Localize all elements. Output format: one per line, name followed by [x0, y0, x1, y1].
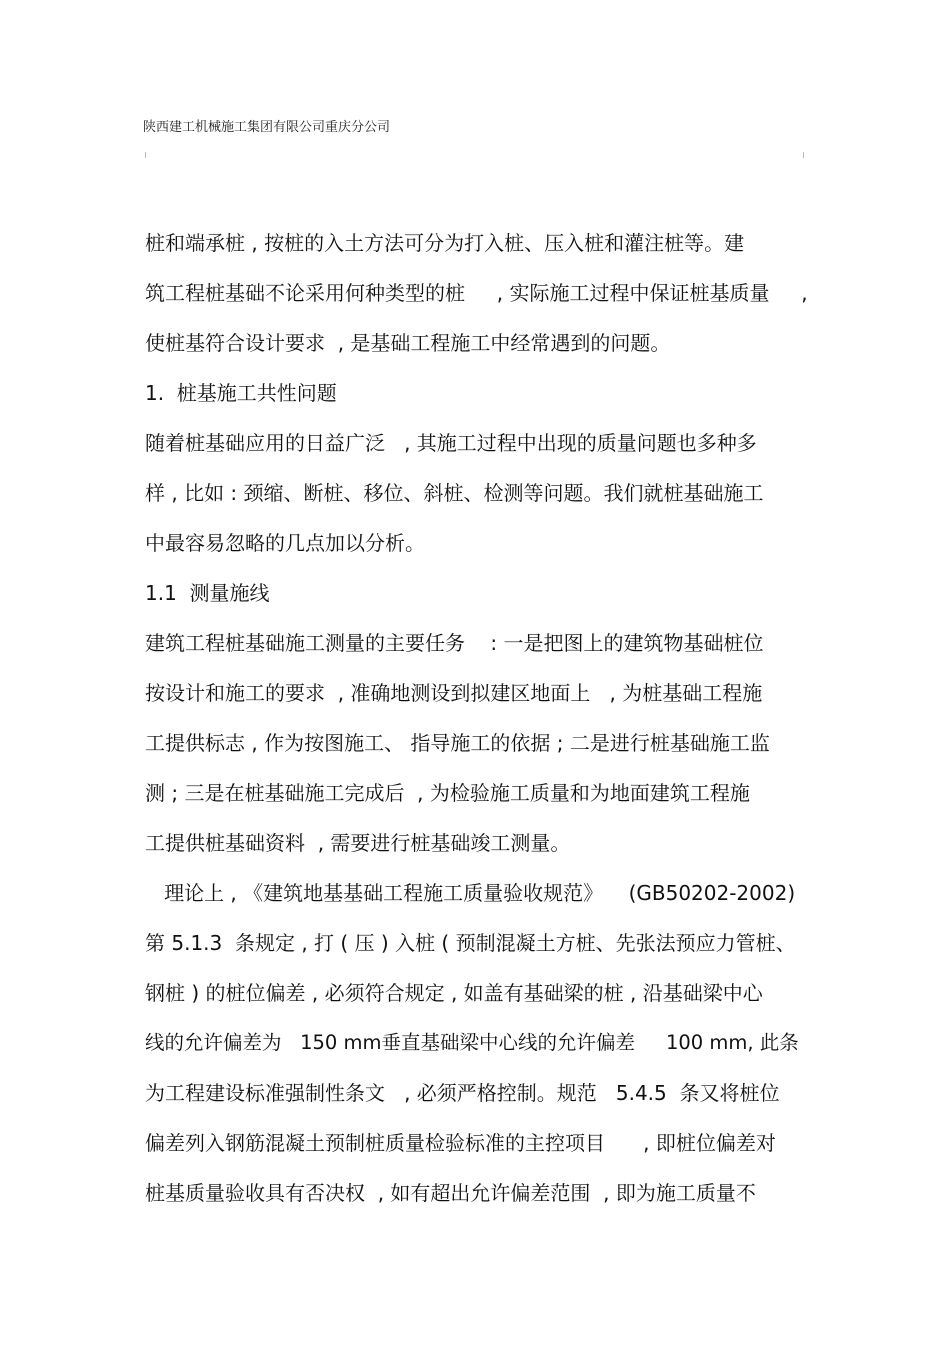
header-right-tick [803, 152, 804, 158]
body-line: 桩基质量验收具有否决权 , 如有超出允许偏差范围 , 即为施工质量不 [145, 1181, 756, 1205]
body-line: 随着桩基础应用的日益广泛 , 其施工过程中出现的质量问题也多种多 [145, 431, 757, 455]
body-line: 第 5.1.3 条规定 , 打 ( 压 ) 入桩 ( 预制混凝土方桩、先张法预应力管桩、 [145, 931, 796, 955]
body-line: 钢桩 ) 的桩位偏差 , 必须符合规定 , 如盖有基础梁的桩 , 沿基础梁中心 [145, 981, 763, 1005]
body-line: 偏差列入钢筋混凝土预制桩质量检验标准的主控项目 , 即桩位偏差对 [145, 1131, 776, 1155]
body-line: 为工程建设标准强制性条文 , 必须严格控制。规范 5.4.5 条又将桩位 [145, 1081, 780, 1105]
body-line: 使桩基符合设计要求 , 是基础工程施工中经常遇到的问题。 [145, 331, 671, 355]
header-left-tick [145, 152, 146, 158]
body-line: 筑工程桩基础不论采用何种类型的桩 , 实际施工过程中保证桩基质量 , [145, 281, 808, 305]
body-line: 按设计和施工的要求 , 准确地测设到拟建区地面上 , 为桩基础工程施 [145, 681, 763, 705]
body-line: 工提供桩基础资料 , 需要进行桩基础竣工测量。 [145, 831, 571, 855]
body-line: 工提供标志 , 作为按图施工、 指导施工的依据 ; 二是进行桩基础施工监 [145, 731, 770, 755]
body-line: 测 ; 三是在桩基础施工完成后 , 为检验施工质量和为地面建筑工程施 [145, 781, 750, 805]
body-line: 线的允许偏差为 150 mm垂直基础梁中心线的允许偏差 100 mm, 此条 [145, 1031, 799, 1054]
body-line: 中最容易忽略的几点加以分析。 [145, 531, 425, 555]
body-line: 样 , 比如 : 颈缩、断桩、移位、斜桩、检测等问题。我们就桩基础施工 [145, 481, 764, 505]
body-line: 建筑工程桩基础施工测量的主要任务 : 一是把图上的建筑物基础桩位 [145, 631, 764, 655]
body-line: 桩和端承桩 , 按桩的入土方法可分为打入桩、压入桩和灌注桩等。建 [145, 231, 745, 255]
subsection-heading: 1.1 测量施线 [145, 581, 270, 605]
page-header: 陕西建工机械施工集团有限公司重庆分公司 [143, 120, 391, 135]
body-line: 理论上 , 《建筑地基基础工程施工质量验收规范》 (GB50202-2002) [145, 881, 796, 905]
section-heading: 1. 桩基施工共性问题 [145, 381, 337, 405]
